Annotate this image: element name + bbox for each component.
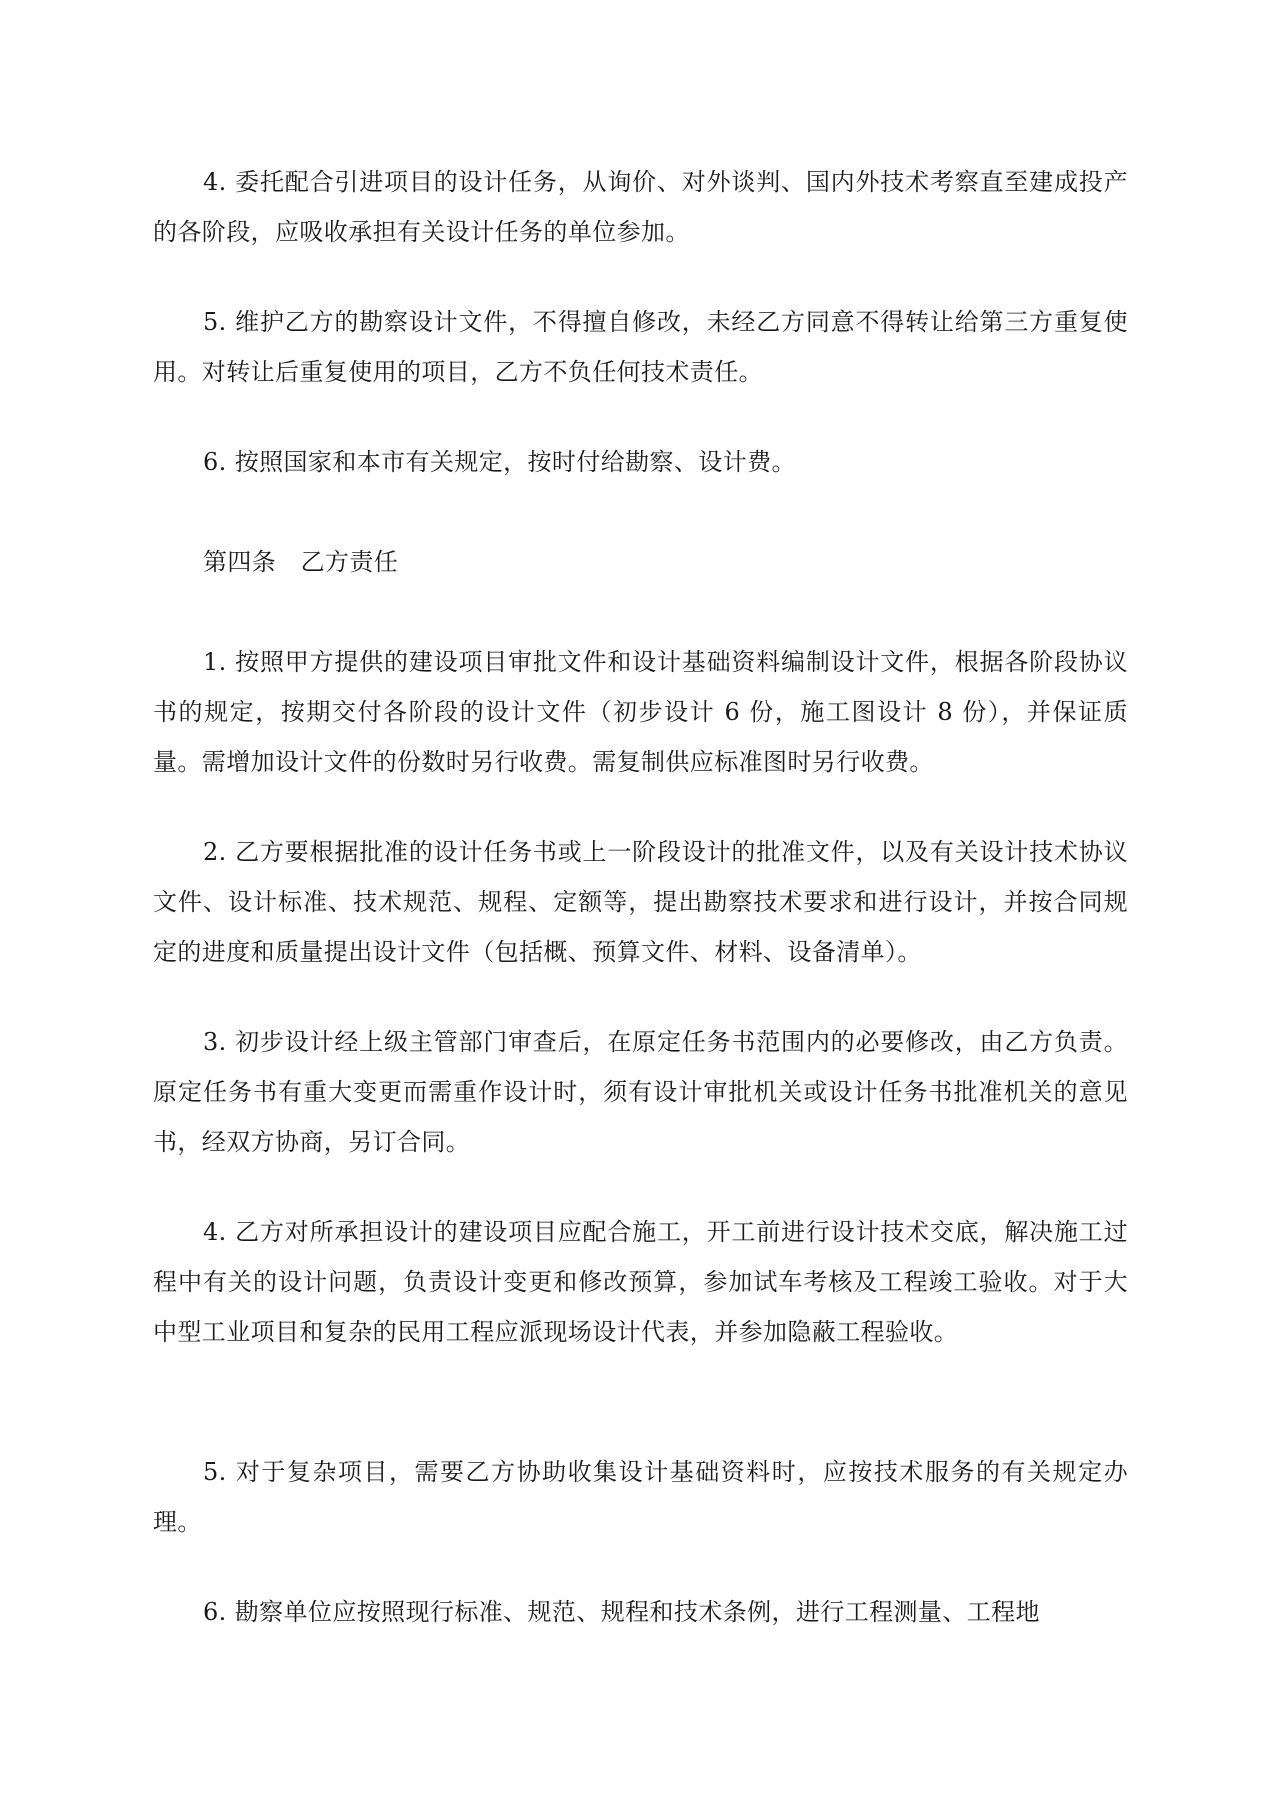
clause-a-item-6: 6. 按照国家和本市有关规定，按时付给勘察、设计费。 xyxy=(203,448,796,476)
clause-a-item-5: 5. 维护乙方的勘察设计文件，不得擅自修改，未经乙方同意不得转让给第三方重复使用。对转让后重复使用的项目，乙方不负任何技术责任。 xyxy=(153,308,1128,386)
clause-a-item-4: 4. 委托配合引进项目的设计任务，从询价、对外谈判、国内外技术考察直至建成投产的各阶段，应吸收承担有关设计任务的单位参加。 xyxy=(153,168,1128,246)
clause-b-item-3: 3. 初步设计经上级主管部门审查后，在原定任务书范围内的必要修改，由乙方负责。原定任务书有重大变更而需重作设计时，须有设计审批机关或设计任务书批准机关的意见书，经双方协商，另订合同。 xyxy=(153,1028,1128,1156)
clause-b-item-1: 1. 按照甲方提供的建设项目审批文件和设计基础资料编制设计文件，根据各阶段协议书的规定，按期交付各阶段的设计文件（初步设计 6 份，施工图设计 8 份），并保证质量。需增加设计文件的份数时另行收费。需复制供应标准图时另行收费。 xyxy=(153,648,1128,776)
section-heading: 第四条 乙方责任 xyxy=(203,548,399,576)
clause-b-item-4: 4. 乙方对所承担设计的建设项目应配合施工，开工前进行设计技术交底，解决施工过程中有关的设计问题，负责设计变更和修改预算，参加试车考核及工程竣工验收。对于大中型工业项目和复杂的民用工程应派现场设计代表，并参加隐蔽工程验收。 xyxy=(153,1218,1128,1346)
clause-b-item-2: 2. 乙方要根据批准的设计任务书或上一阶段设计的批准文件，以及有关设计技术协议文件、设计标准、技术规范、规程、定额等，提出勘察技术要求和进行设计，并按合同规定的进度和质量提出设计文件（包括概、预算文件、材料、设备清单）。 xyxy=(153,838,1128,966)
clause-b-item-6: 6. 勘察单位应按照现行标准、规范、规程和技术条例，进行工程测量、工程地 xyxy=(203,1598,1040,1626)
clause-b-item-5: 5. 对于复杂项目，需要乙方协助收集设计基础资料时，应按技术服务的有关规定办理。 xyxy=(153,1458,1128,1536)
